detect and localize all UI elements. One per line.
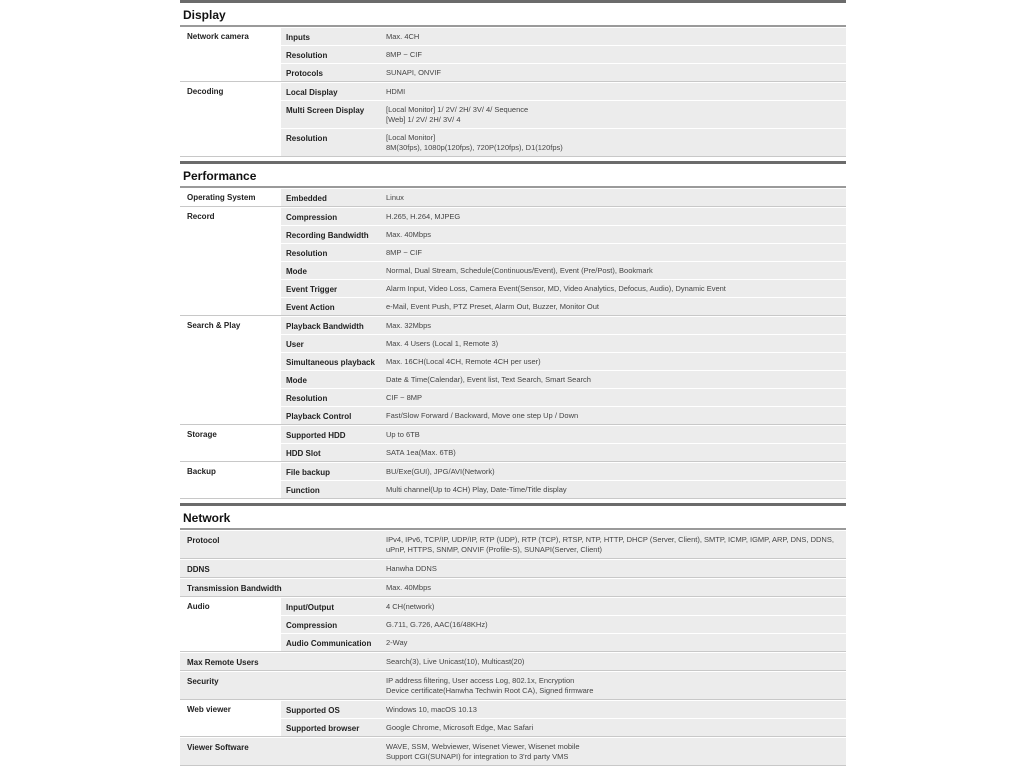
spec-row <box>180 297 846 315</box>
group-label <box>180 718 281 736</box>
spec-row <box>180 188 846 206</box>
group-label: Viewer Software <box>180 737 381 765</box>
spec-group-record <box>180 207 846 316</box>
group-label <box>180 480 281 498</box>
spec-name: Recording Bandwidth <box>281 225 381 243</box>
spec-value: Max. 40Mbps <box>381 225 846 243</box>
group-label <box>180 334 281 352</box>
spec-name: Resolution <box>281 243 381 261</box>
group-label: Max Remote Users <box>180 652 381 670</box>
group-label: Web viewer <box>187 705 231 714</box>
spec-value: 2-Way <box>381 633 846 651</box>
spec-row <box>180 530 846 558</box>
spec-name: Compression <box>281 207 381 225</box>
spec-row <box>180 480 846 498</box>
group-label: Audio <box>187 602 210 611</box>
spec-value: 4 CH(network) <box>381 597 846 615</box>
spec-row <box>180 352 846 370</box>
spec-row <box>180 45 846 63</box>
spec-group-storage <box>180 425 846 462</box>
spec-value: Max. 16CH(Local 4CH, Remote 4CH per user) <box>381 352 846 370</box>
spec-value: SATA 1ea(Max. 6TB) <box>381 443 846 461</box>
spec-row <box>180 406 846 424</box>
spec-value: IPv4, IPv6, TCP/IP, UDP/IP, RTP (UDP), RTP (TCP), RTSP, NTP, HTTP, DHCP (Server, Client), SMTP, ICMP, IGMP, ARP, DNS, DDNS, uPnP, HTTPS, SNMP, ONVIF (Profile-S), SUNAPI(Server, Client) <box>381 530 846 558</box>
spec-value: SUNAPI, ONVIF <box>381 63 846 81</box>
spec-name: Resolution <box>281 45 381 63</box>
spec-row <box>180 225 846 243</box>
spec-row <box>180 261 846 279</box>
spec-group-security <box>180 671 846 700</box>
spec-row <box>180 615 846 633</box>
spec-sheet <box>180 0 846 766</box>
spec-value: Alarm Input, Video Loss, Camera Event(Sensor, MD, Video Analytics, Defocus, Audio), Dynamic Event <box>381 279 846 297</box>
section-performance <box>180 161 846 503</box>
spec-name: Mode <box>281 261 381 279</box>
spec-name: Input/Output <box>281 597 381 615</box>
spec-value: 8MP ~ CIF <box>381 45 846 63</box>
spec-value: Max. 40Mbps <box>381 578 846 596</box>
spec-group-decoding <box>180 82 846 157</box>
group-label: Search & Play <box>187 321 241 330</box>
spec-value: Fast/Slow Forward / Backward, Move one step Up / Down <box>381 406 846 424</box>
spec-name: Simultaneous playback <box>281 352 381 370</box>
group-label <box>180 261 281 279</box>
group-label <box>180 100 281 128</box>
spec-name: Resolution <box>281 388 381 406</box>
spec-value: Google Chrome, Microsoft Edge, Mac Safari <box>381 718 846 736</box>
spec-name: Playback Bandwidth <box>281 316 381 334</box>
spec-value: Multi channel(Up to 4CH) Play, Date-Time/Title display <box>381 480 846 498</box>
spec-row <box>180 652 846 670</box>
section-title: Display <box>183 8 226 22</box>
spec-name: Protocols <box>281 63 381 81</box>
spec-row <box>180 370 846 388</box>
spec-group-backup <box>180 462 846 499</box>
group-label <box>180 370 281 388</box>
spec-row <box>180 388 846 406</box>
spec-name: Embedded <box>281 188 381 206</box>
group-label: Operating System <box>187 193 256 202</box>
spec-name: Supported OS <box>281 700 381 718</box>
spec-row <box>180 737 846 765</box>
group-label <box>180 243 281 261</box>
group-label <box>180 297 281 315</box>
spec-group-operating-system <box>180 188 846 207</box>
spec-value: Max. 4 Users (Local 1, Remote 3) <box>381 334 846 352</box>
spec-name: Multi Screen Display <box>281 100 381 128</box>
spec-row <box>180 671 846 699</box>
section-display <box>180 0 846 161</box>
spec-row <box>180 316 846 334</box>
group-label <box>180 63 281 81</box>
spec-row <box>180 207 846 225</box>
spec-group-viewer-software <box>180 737 846 766</box>
spec-value: BU/Exe(GUI), JPG/AVI(Network) <box>381 462 846 480</box>
spec-value: WAVE, SSM, Webviewer, Wisenet Viewer, Wisenet mobile Support CGI(SUNAPI) for integration to 3'rd party VMS <box>381 737 846 765</box>
group-label <box>180 615 281 633</box>
group-label <box>180 388 281 406</box>
spec-row <box>180 128 846 156</box>
spec-value: e-Mail, Event Push, PTZ Preset, Alarm Out, Buzzer, Monitor Out <box>381 297 846 315</box>
group-label: Network camera <box>187 32 249 41</box>
group-label <box>180 45 281 63</box>
spec-value: Max. 32Mbps <box>381 316 846 334</box>
spec-row <box>180 100 846 128</box>
spec-group-ddns <box>180 559 846 578</box>
spec-name: Supported HDD <box>281 425 381 443</box>
group-label: Storage <box>187 430 217 439</box>
spec-value: Windows 10, macOS 10.13 <box>381 700 846 718</box>
spec-name: Event Action <box>281 297 381 315</box>
spec-value: G.711, G.726, AAC(16/48KHz) <box>381 615 846 633</box>
spec-group-web-viewer <box>180 700 846 737</box>
spec-name: Supported browser <box>281 718 381 736</box>
spec-row <box>180 243 846 261</box>
spec-name: Mode <box>281 370 381 388</box>
spec-value: Normal, Dual Stream, Schedule(Continuous/Event), Event (Pre/Post), Bookmark <box>381 261 846 279</box>
group-label <box>180 406 281 424</box>
group-label: DDNS <box>180 559 381 577</box>
spec-row <box>180 559 846 577</box>
spec-row <box>180 700 846 718</box>
spec-value: Hanwha DDNS <box>381 559 846 577</box>
spec-value: H.265, H.264, MJPEG <box>381 207 846 225</box>
spec-name: File backup <box>281 462 381 480</box>
spec-row <box>180 597 846 615</box>
spec-row <box>180 82 846 100</box>
group-label <box>180 128 281 156</box>
group-label: Backup <box>187 467 216 476</box>
spec-row <box>180 633 846 651</box>
spec-name: Playback Control <box>281 406 381 424</box>
spec-name: Event Trigger <box>281 279 381 297</box>
group-label: Record <box>187 212 215 221</box>
group-label <box>180 633 281 651</box>
group-label <box>180 352 281 370</box>
spec-row <box>180 27 846 45</box>
spec-row <box>180 425 846 443</box>
spec-value: [Local Monitor] 8M(30fps), 1080p(120fps), 720P(120fps), D1(120fps) <box>381 128 846 156</box>
group-label <box>180 443 281 461</box>
spec-name: User <box>281 334 381 352</box>
section-network <box>180 503 846 766</box>
spec-group-transmission-bandwidth <box>180 578 846 597</box>
spec-row <box>180 279 846 297</box>
spec-value: Max. 4CH <box>381 27 846 45</box>
spec-value: IP address filtering, User access Log, 802.1x, Encryption Device certificate(Hanwha Techwin Root CA), Signed firmware <box>381 671 846 699</box>
spec-name: Inputs <box>281 27 381 45</box>
group-label: Security <box>180 671 381 699</box>
section-title: Network <box>183 511 231 525</box>
spec-value: CIF ~ 8MP <box>381 388 846 406</box>
spec-value: [Local Monitor] 1/ 2V/ 2H/ 3V/ 4/ Sequence [Web] 1/ 2V/ 2H/ 3V/ 4 <box>381 100 846 128</box>
spec-group-protocol <box>180 530 846 559</box>
spec-row <box>180 462 846 480</box>
spec-value: Date & Time(Calendar), Event list, Text Search, Smart Search <box>381 370 846 388</box>
spec-name: Audio Communication <box>281 633 381 651</box>
spec-row <box>180 443 846 461</box>
spec-value: Search(3), Live Unicast(10), Multicast(20) <box>381 652 846 670</box>
group-label: Transmission Bandwidth <box>180 578 381 596</box>
spec-row <box>180 718 846 736</box>
group-label <box>180 279 281 297</box>
spec-group-audio <box>180 597 846 652</box>
spec-name: Compression <box>281 615 381 633</box>
group-label <box>180 225 281 243</box>
spec-name: Function <box>281 480 381 498</box>
section-title: Performance <box>183 169 257 183</box>
spec-group-max-remote-users <box>180 652 846 671</box>
spec-name: Local Display <box>281 82 381 100</box>
spec-value: 8MP ~ CIF <box>381 243 846 261</box>
group-label: Decoding <box>187 87 224 96</box>
spec-row <box>180 578 846 596</box>
spec-row <box>180 63 846 81</box>
spec-group-network-camera <box>180 27 846 82</box>
group-label: Protocol <box>180 530 381 558</box>
spec-row <box>180 334 846 352</box>
spec-name: HDD Slot <box>281 443 381 461</box>
spec-group-search-play <box>180 316 846 425</box>
spec-name: Resolution <box>281 128 381 156</box>
spec-value: Up to 6TB <box>381 425 846 443</box>
spec-value: Linux <box>381 188 846 206</box>
spec-value: HDMI <box>381 82 846 100</box>
